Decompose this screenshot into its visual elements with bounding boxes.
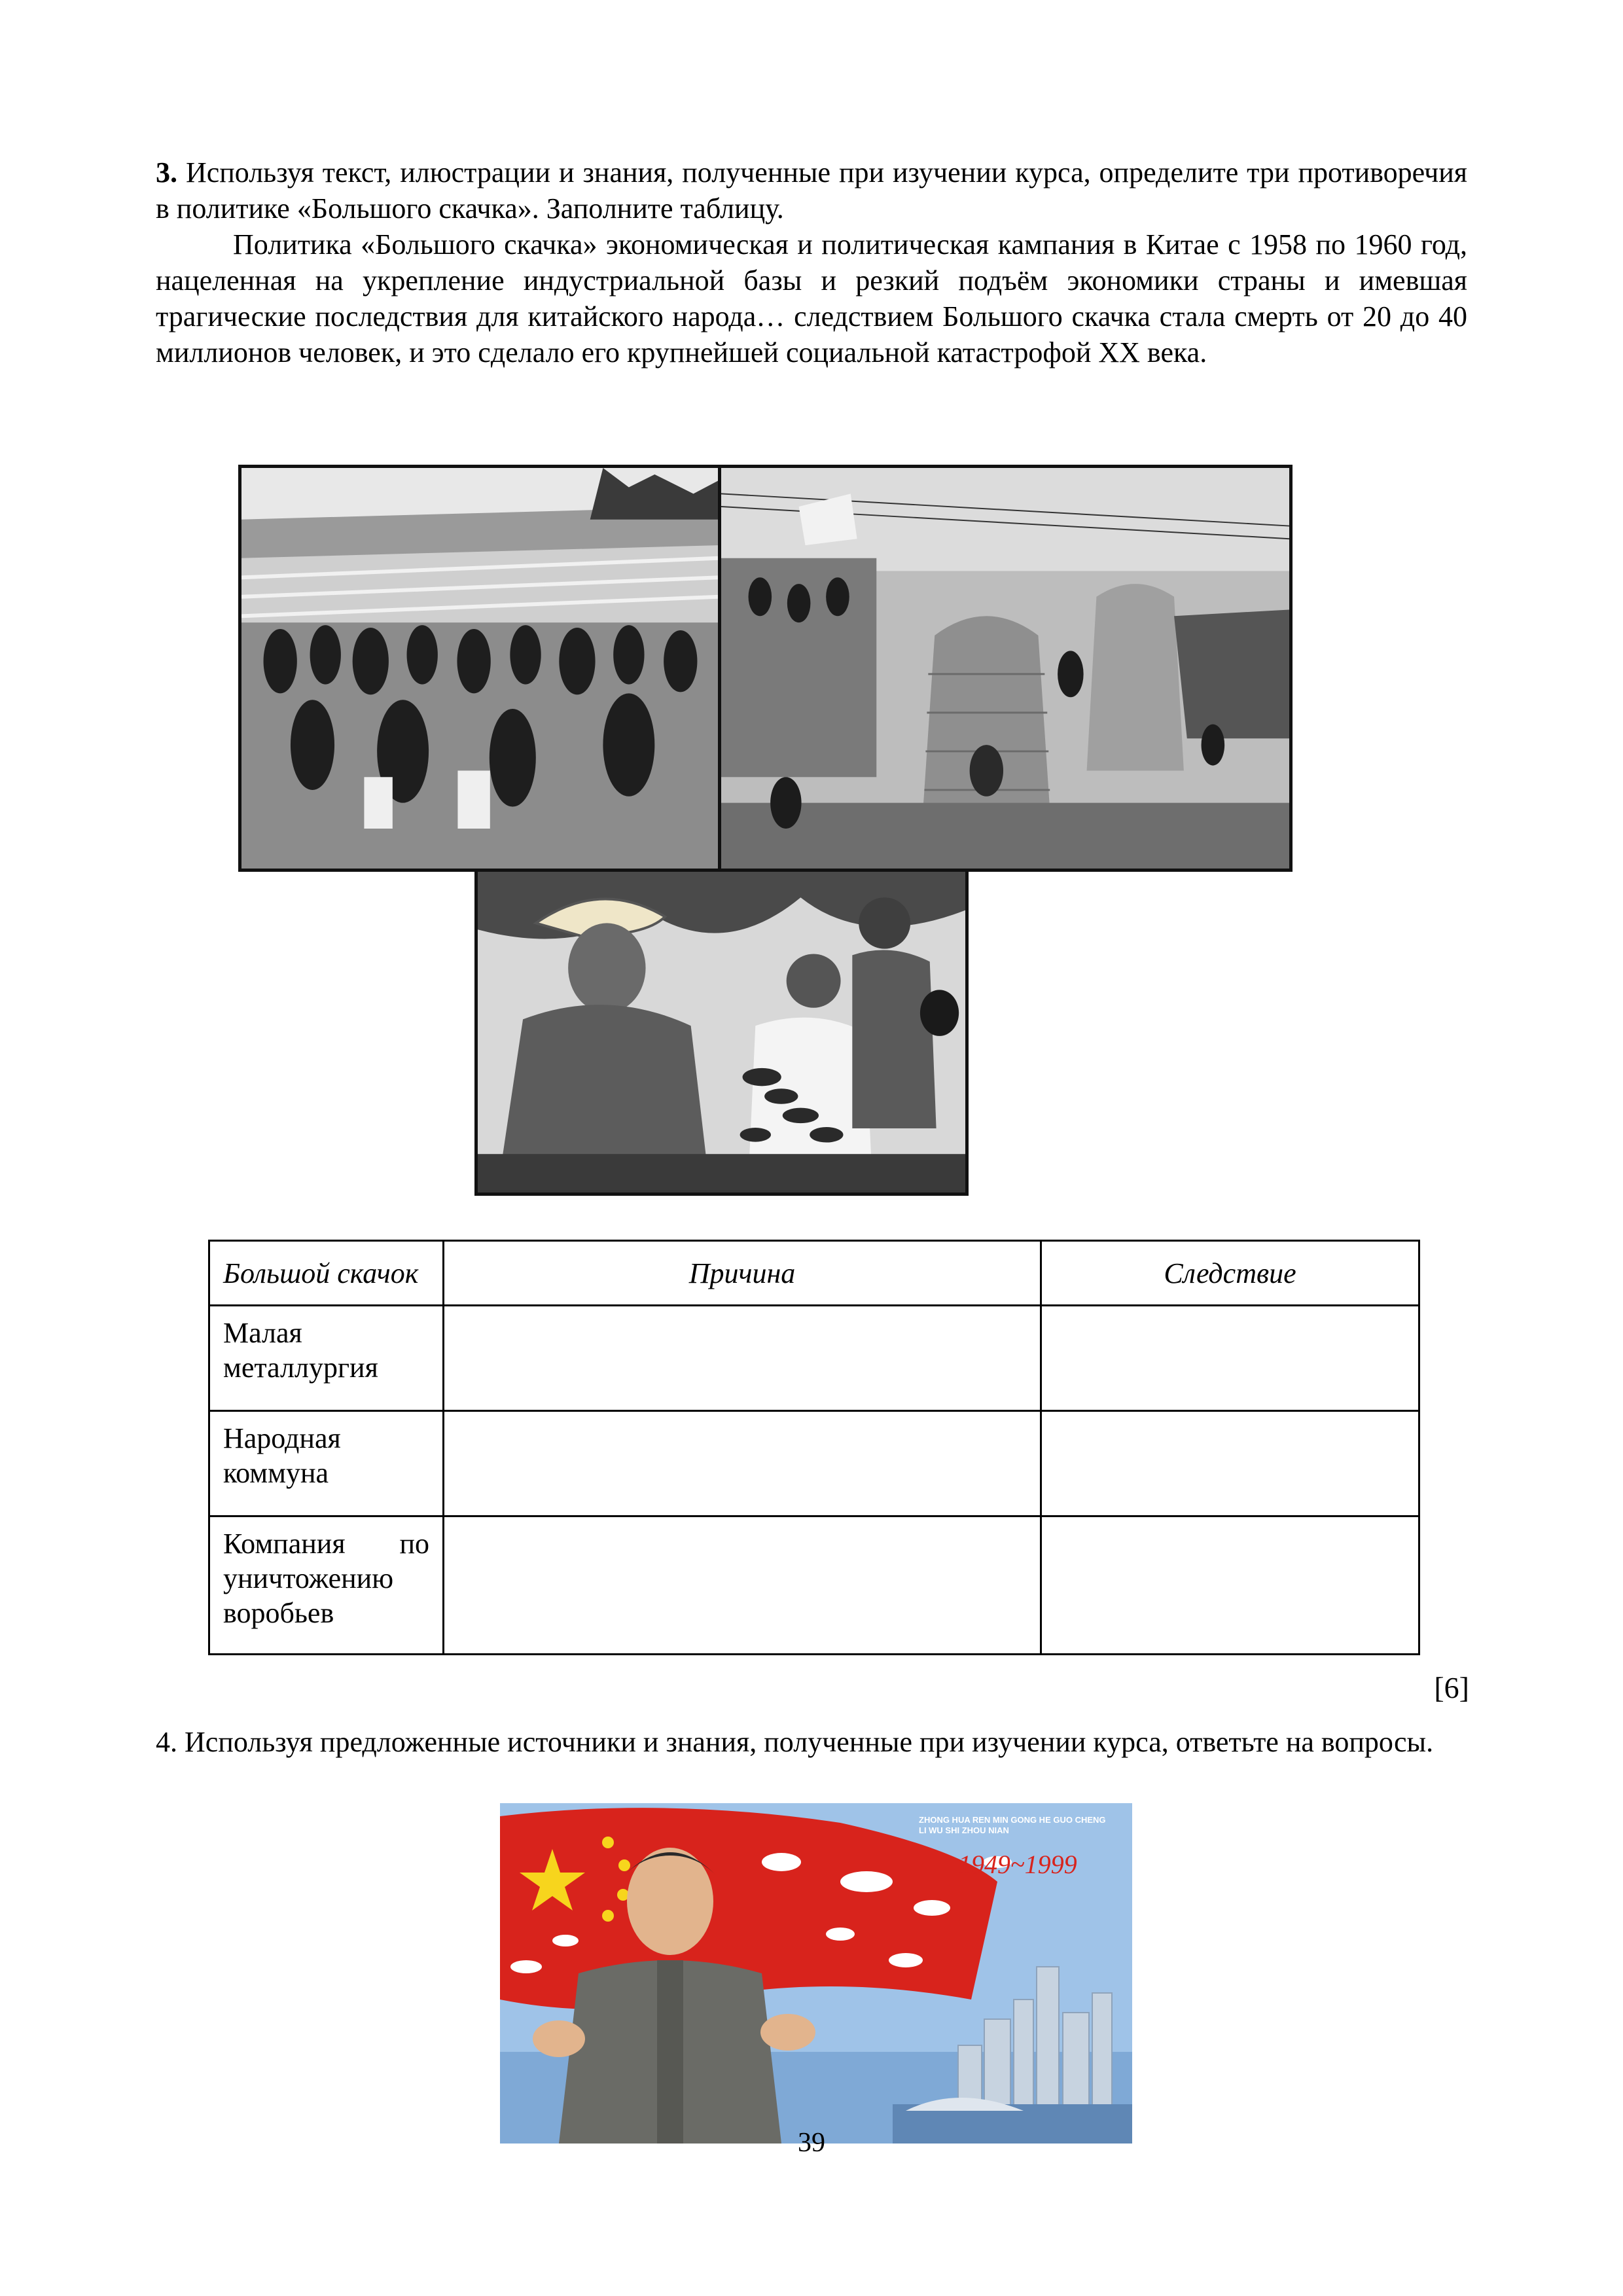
photo-sparrow-campaign [474, 869, 969, 1196]
cause-cell[interactable] [444, 1306, 1041, 1411]
header-cause: Причина [444, 1241, 1041, 1306]
task4-prompt: 4. Используя предложенные источники и знания, полученные при изучении курса, ответьте на вопросы. [156, 1726, 1434, 1758]
photo-field-workers-image [241, 468, 718, 869]
table-row [209, 1306, 1419, 1411]
header-effect: Следствие [1041, 1241, 1419, 1306]
poster-years: 1949~1999 [958, 1850, 1077, 1879]
photo-backyard-furnaces-image [721, 468, 1289, 869]
poster-caption: ZHONG HUA REN MIN GONG HE GUO CHENG LI WU SHI ZHOU NIAN [919, 1815, 1106, 1835]
effect-cell[interactable] [1041, 1516, 1419, 1655]
task3-prompt: 3. Используя текст, илюстрации и знания, полученные при изучении курса, определите три противоречия в политике «Большого скачка». Заполните таблицу. [156, 156, 1468, 224]
great-leap-table [208, 1240, 1420, 1655]
row-label: Компания по уничтожению воробьев [209, 1516, 444, 1655]
table-row [209, 1411, 1419, 1516]
effect-cell[interactable] [1041, 1306, 1419, 1411]
photo-field-workers [238, 465, 721, 872]
task4-block [156, 1724, 1467, 1760]
task4-prompt-text: Используя предложенные источники и знания, полученные при изучении курса, ответьте на вопросы. [185, 1726, 1434, 1758]
row-label: Народная коммуна [209, 1411, 444, 1516]
task3-passage: Политика «Большого скачка» экономическая и политическая кампания в Китае с 1958 по 1960 год, нацеленная на укрепление индустриальной базы и резкий подъём экономики страны и имевшая трагические последствия для китайского народа… следствием Большого скачка стала смерть от 20 до 40 миллионов человек, и это сделало его крупнейшей социальной катастрофой XX века. [156, 228, 1467, 368]
photo-sparrow-campaign-image [478, 872, 965, 1193]
table-header-row [209, 1241, 1419, 1306]
table-row [209, 1516, 1419, 1655]
task3-block [156, 154, 1467, 370]
photo-backyard-furnaces [718, 465, 1293, 872]
cause-cell[interactable] [444, 1516, 1041, 1655]
row-label: Малая металлургия [209, 1306, 444, 1411]
poster-deng-xiaoping [500, 1803, 1132, 2144]
page-number: 39 [798, 2128, 825, 2158]
cause-cell[interactable] [444, 1411, 1041, 1516]
task4-number: 4 [156, 1726, 170, 1758]
task3-prompt-text: Используя текст, илюстрации и знания, полученные при изучении курса, определите три противоречия в политике «Большого скачка». Заполните таблицу. [156, 156, 1468, 224]
effect-cell[interactable] [1041, 1411, 1419, 1516]
marks-label: [6] [1434, 1671, 1469, 1704]
header-great-leap: Большой скачок [209, 1241, 444, 1306]
task3-number: 3 [156, 156, 170, 188]
